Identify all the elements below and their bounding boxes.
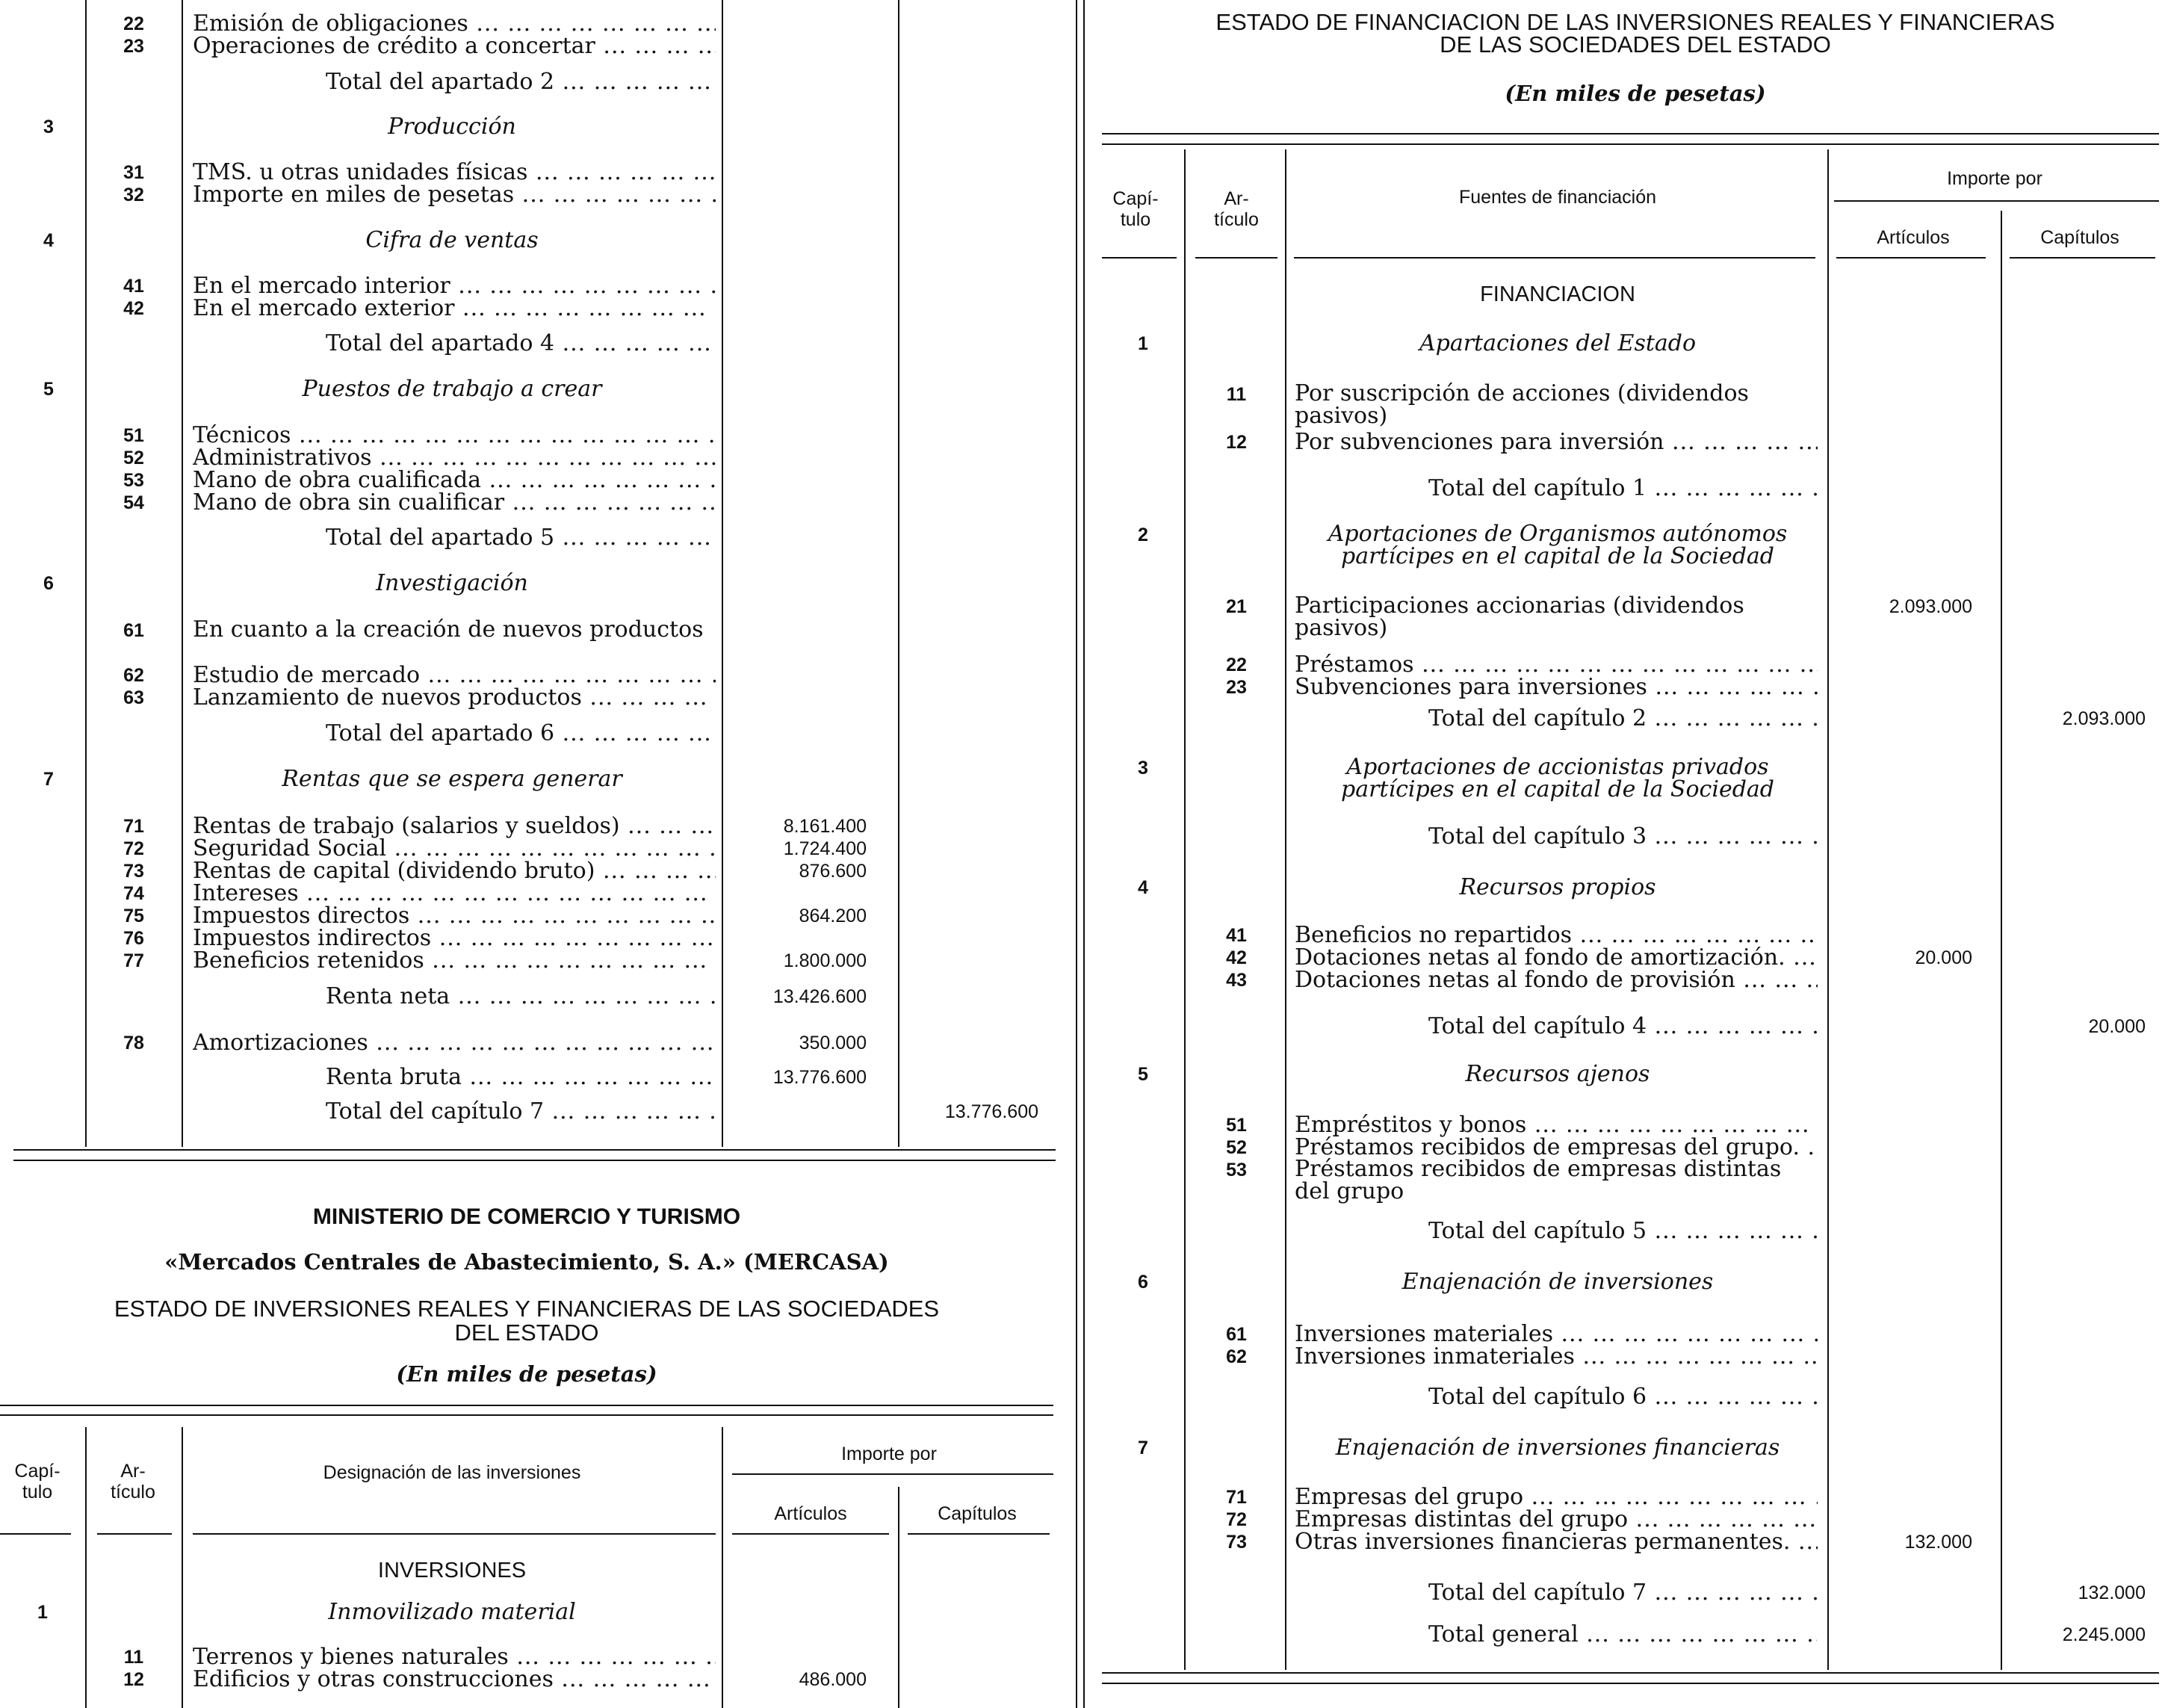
col-header-importe-por: Importe por	[1947, 168, 2042, 189]
article-description: Técnicos ... .	[193, 424, 716, 448]
chapter-number: 6	[1138, 1272, 1148, 1293]
article-number: 43	[1226, 970, 1247, 991]
article-number: 12	[1226, 432, 1247, 453]
col-header-articulo: Ar- tículo	[1214, 188, 1259, 230]
chapter-value: 2.093.000	[2062, 708, 2146, 729]
table-end-rule	[13, 1149, 1056, 1151]
chapter-number: 1	[1138, 333, 1148, 354]
article-number: 11	[1226, 384, 1247, 405]
article-number: 73	[1226, 1532, 1247, 1553]
article-description: En el mercado exterior ... .	[193, 297, 716, 321]
article-description: Amortizaciones ... .	[193, 1031, 716, 1055]
article-description: En el mercado interior ... .	[193, 274, 716, 298]
col-divider	[182, 0, 183, 1147]
article-description: Rentas de capital (dividendo bruto) ... .	[193, 859, 716, 883]
header-bottom-rule	[1195, 257, 1277, 259]
chapter-value: 13.776.600	[944, 1101, 1038, 1122]
col-divider	[722, 1427, 723, 1708]
units-note: (En miles de pesetas)	[396, 1361, 657, 1387]
article-description: Préstamos recibidos de empresas del grupo. ... .	[1295, 1136, 1818, 1160]
page-column-divider	[1083, 0, 1085, 1708]
chapter-heading: Apartaciones del Estado	[1419, 330, 1697, 356]
ministry-title: MINISTERIO DE COMERCIO Y TURISMO	[312, 1204, 741, 1229]
inversiones-title-line2: DEL ESTADO	[454, 1319, 599, 1346]
financiacion-title-line2: DE LAS SOCIEDADES DEL ESTADO	[1440, 31, 1831, 58]
article-number: 31	[123, 162, 144, 183]
header-bottom-rule	[2010, 257, 2155, 259]
article-number: 62	[1226, 1346, 1247, 1367]
article-value: 350.000	[799, 1033, 867, 1053]
article-description: Terrenos y bienes naturales ... .	[193, 1645, 716, 1669]
article-number: 22	[123, 13, 144, 34]
total-label: Total del capítulo 6 ... .	[1428, 1385, 1817, 1409]
article-description: Por suscripción de acciones (dividendos pasivos)	[1295, 383, 1749, 429]
col-divider	[1285, 149, 1286, 1670]
header-bottom-rule	[193, 1533, 716, 1535]
article-value: 864.200	[799, 906, 867, 926]
total-label: Total del apartado 2 ... .	[326, 70, 716, 94]
chapter-number: 5	[43, 379, 54, 400]
article-value: 1.800.000	[783, 950, 867, 971]
article-description: Empréstitos y bonos ... .	[1295, 1113, 1818, 1137]
total-label: Total del capítulo 1 ... .	[1428, 477, 1817, 501]
total-label: Total del capítulo 2 ... .	[1428, 707, 1817, 731]
article-description: Mano de obra cualificada ... .	[193, 468, 716, 492]
col-divider	[85, 0, 87, 1147]
article-number: 22	[1226, 655, 1247, 675]
article-number: 23	[123, 36, 144, 57]
article-description: Lanzamiento de nuevos productos ... .	[193, 686, 716, 710]
chapter-number: 4	[43, 230, 54, 251]
chapter-heading: Inmovilizado material	[328, 1599, 576, 1625]
header-bottom-rule	[1836, 257, 1986, 259]
article-number: 53	[1226, 1160, 1247, 1181]
chapter-number: 2	[1138, 525, 1148, 545]
col-header-articulos: Artículos	[774, 1503, 847, 1524]
article-description: Impuestos indirectos ... .	[193, 926, 716, 950]
article-value: 486.000	[799, 1669, 867, 1690]
article-description: Importe en miles de pesetas ... .	[193, 183, 716, 207]
chapter-number: 6	[43, 573, 54, 594]
total-label: Total del apartado 4 ... .	[326, 332, 716, 356]
article-description: Seguridad Social ... .	[193, 837, 716, 861]
header-bottom-rule	[908, 1533, 1050, 1535]
chapter-heading: Enajenación de inversiones financieras	[1335, 1435, 1780, 1461]
col-header-capitulo: Capí- tulo	[1112, 188, 1159, 230]
chapter-heading: Investigación	[376, 570, 528, 596]
total-label: Total del capítulo 7 ... .	[1428, 1581, 1817, 1605]
article-description: Mano de obra sin cualificar ... .	[193, 491, 716, 515]
article-number: 21	[1226, 596, 1247, 617]
chapter-heading: Puestos de trabajo a crear	[302, 376, 602, 402]
section-financiacion: FINANCIACION	[1480, 282, 1635, 306]
article-description: Beneficios retenidos ... .	[193, 949, 716, 973]
chapter-value: 132.000	[2078, 1582, 2146, 1603]
article-description: Dotaciones netas al fondo de provisión ... .	[1295, 968, 1818, 992]
header-bottom-rule	[0, 1533, 71, 1535]
article-value: 132.000	[1904, 1532, 1972, 1553]
article-number: 72	[1226, 1509, 1247, 1530]
article-description: Dotaciones netas al fondo de amortización. ... .	[1295, 946, 1818, 970]
article-description: TMS. u otras unidades físicas ... .	[193, 161, 716, 185]
financiacion-title-line1: ESTADO DE FINANCIACION DE LAS INVERSIONES REALES Y FINANCIERAS	[1215, 9, 2055, 35]
article-description: Inversiones inmateriales ... .	[1295, 1345, 1818, 1369]
article-number: 42	[123, 298, 144, 319]
article-description: Inversiones materiales ... .	[1295, 1322, 1818, 1346]
article-number: 52	[123, 448, 144, 468]
article-number: 11	[123, 1647, 144, 1668]
article-number: 77	[123, 950, 144, 971]
article-description: Administrativos ... .	[193, 446, 716, 470]
article-description: Participaciones accionarias (dividendos pasivos)	[1295, 595, 1744, 641]
article-value: 876.600	[799, 861, 867, 882]
article-description: Préstamos recibidos de empresas distintas del grupo	[1295, 1158, 1782, 1204]
chapter-heading: Aportaciones de Organismos autónomos partícipes en el capital de la Sociedad	[1328, 521, 1788, 569]
article-number: 53	[123, 470, 144, 491]
article-description: Beneficios no repartidos ... .	[1295, 923, 1818, 947]
article-number: 76	[123, 928, 144, 949]
header-top-rule	[0, 1405, 1053, 1406]
units-note: (En miles de pesetas)	[1505, 81, 1766, 106]
chapter-number: 7	[43, 769, 54, 790]
col-header-importe-por: Importe por	[841, 1444, 937, 1464]
company-name: «Mercados Centrales de Abastecimiento, S. A.» (MERCASA)	[164, 1249, 889, 1275]
article-description: Otras inversiones financieras permanentes. ... .	[1295, 1530, 1818, 1554]
article-number: 12	[123, 1669, 144, 1690]
article-description: Edificios y otras construcciones ... .	[193, 1668, 716, 1692]
chapter-heading: Rentas que se espera generar	[282, 766, 622, 792]
article-description: Empresas del grupo ... .	[1295, 1485, 1818, 1509]
article-number: 61	[1226, 1324, 1247, 1345]
total-label: Total del capítulo 4 ... .	[1428, 1015, 1817, 1039]
article-number: 62	[123, 665, 144, 686]
header-top-rule	[0, 1414, 1053, 1416]
chapter-number: 7	[1138, 1438, 1148, 1458]
chapter-heading: Recursos ajenos	[1465, 1061, 1650, 1087]
article-number: 71	[123, 816, 144, 837]
total-label: Total del capítulo 5 ... .	[1428, 1219, 1817, 1243]
chapter-heading: Producción	[388, 114, 516, 140]
chapter-heading: Recursos propios	[1459, 874, 1656, 900]
article-description: Subvenciones para inversiones ... .	[1295, 675, 1818, 699]
col-header-articulos: Artículos	[1877, 227, 1950, 248]
total-label: Total del apartado 5 ... .	[326, 526, 716, 550]
page-column-divider	[1076, 0, 1077, 1708]
header-bottom-rule	[1294, 257, 1815, 259]
article-description: Impuestos directos ... .	[193, 904, 716, 928]
article-description: Préstamos ... .	[1295, 653, 1818, 677]
header-bottom-rule	[1102, 257, 1177, 259]
col-divider	[722, 0, 723, 1147]
col-header-fuentes: Fuentes de financiación	[1458, 187, 1657, 208]
chapter-number: 3	[43, 117, 54, 137]
article-number: 42	[1226, 947, 1247, 968]
col-header-capitulos: Capítulos	[2040, 227, 2119, 248]
article-value: 8.161.400	[783, 816, 867, 837]
chapter-number: 1	[37, 1602, 48, 1623]
col-header-capitulo: Capí- tulo	[14, 1461, 61, 1503]
article-value: 20.000	[1915, 947, 1972, 968]
chapter-number: 3	[1138, 758, 1148, 779]
col-divider	[898, 0, 899, 1147]
article-description: En cuanto a la creación de nuevos productos	[193, 619, 704, 643]
col-divider	[1184, 149, 1186, 1670]
article-number: 72	[123, 838, 144, 859]
article-number: 23	[1226, 677, 1247, 698]
header-bottom-rule	[97, 1533, 172, 1535]
article-value: 1.724.400	[783, 838, 867, 859]
col-divider	[1827, 149, 1829, 1670]
chapter-number: 4	[1138, 877, 1148, 898]
article-number: 51	[1226, 1115, 1247, 1136]
article-description: Intereses ... .	[193, 882, 716, 906]
header-bottom-rule	[732, 1533, 889, 1535]
article-number: 73	[123, 861, 144, 882]
article-description: Empresas distintas del grupo ... .	[1295, 1508, 1818, 1532]
total-label: Total del capítulo 7 ... .	[326, 1100, 716, 1124]
article-value: 2.093.000	[1889, 596, 1972, 617]
total-label: Total del capítulo 3 ... .	[1428, 825, 1817, 849]
article-number: 74	[123, 883, 144, 904]
col-header-capitulos: Capítulos	[938, 1503, 1017, 1524]
importe-rule	[732, 1473, 1053, 1475]
article-number: 41	[123, 276, 144, 297]
article-description: Operaciones de crédito a concertar ... .	[193, 34, 716, 58]
header-top-rule	[1102, 133, 2159, 134]
total-label: Renta neta ... .	[326, 985, 716, 1009]
col-divider	[2001, 211, 2002, 1670]
chapter-heading: Cifra de ventas	[365, 227, 539, 253]
chapter-value: 2.245.000	[2062, 1624, 2146, 1645]
chapter-number: 5	[1138, 1064, 1148, 1085]
article-number: 75	[123, 906, 144, 926]
total-label: Total general ... .	[1428, 1623, 1817, 1647]
article-description: Por subvenciones para inversión ... .	[1295, 430, 1818, 454]
total-label: Renta bruta ... .	[326, 1065, 716, 1089]
col-divider	[85, 1427, 87, 1708]
total-label: Total del apartado 6 ... .	[326, 722, 716, 746]
article-value: 13.426.600	[772, 986, 867, 1007]
table-end-rule	[1102, 1672, 2159, 1674]
article-number: 41	[1226, 925, 1247, 946]
chapter-value: 20.000	[2088, 1016, 2146, 1037]
article-value: 13.776.600	[772, 1067, 867, 1088]
chapter-heading: Aportaciones de accionistas privados partícipes en el capital de la Sociedad	[1341, 754, 1774, 802]
table-end-rule	[1102, 1683, 2159, 1684]
article-number: 71	[1226, 1487, 1247, 1508]
col-header-designacion: Designación de las inversiones	[323, 1462, 581, 1483]
article-number: 52	[1226, 1137, 1247, 1158]
article-description: Rentas de trabajo (salarios y sueldos) ... .	[193, 814, 716, 838]
article-description: Estudio de mercado ... .	[193, 663, 716, 687]
section-inversiones: INVERSIONES	[377, 1559, 527, 1582]
chapter-heading: Enajenación de inversiones	[1401, 1269, 1714, 1295]
col-divider	[898, 1487, 899, 1708]
article-number: 63	[123, 687, 144, 708]
importe-rule	[1834, 200, 2159, 202]
col-header-articulo: Ar- tículo	[111, 1461, 155, 1503]
article-description: Emisión de obligaciones ... .	[193, 12, 716, 36]
article-number: 32	[123, 185, 144, 205]
col-divider	[182, 1427, 183, 1708]
article-number: 54	[123, 492, 144, 513]
header-top-rule	[1102, 143, 2159, 145]
article-number: 51	[123, 425, 144, 446]
article-number: 61	[123, 620, 144, 641]
article-number: 78	[123, 1033, 144, 1053]
table-end-rule	[13, 1160, 1056, 1161]
inversiones-title-line1: ESTADO DE INVERSIONES REALES Y FINANCIERAS DE LAS SOCIEDADES	[114, 1296, 940, 1322]
